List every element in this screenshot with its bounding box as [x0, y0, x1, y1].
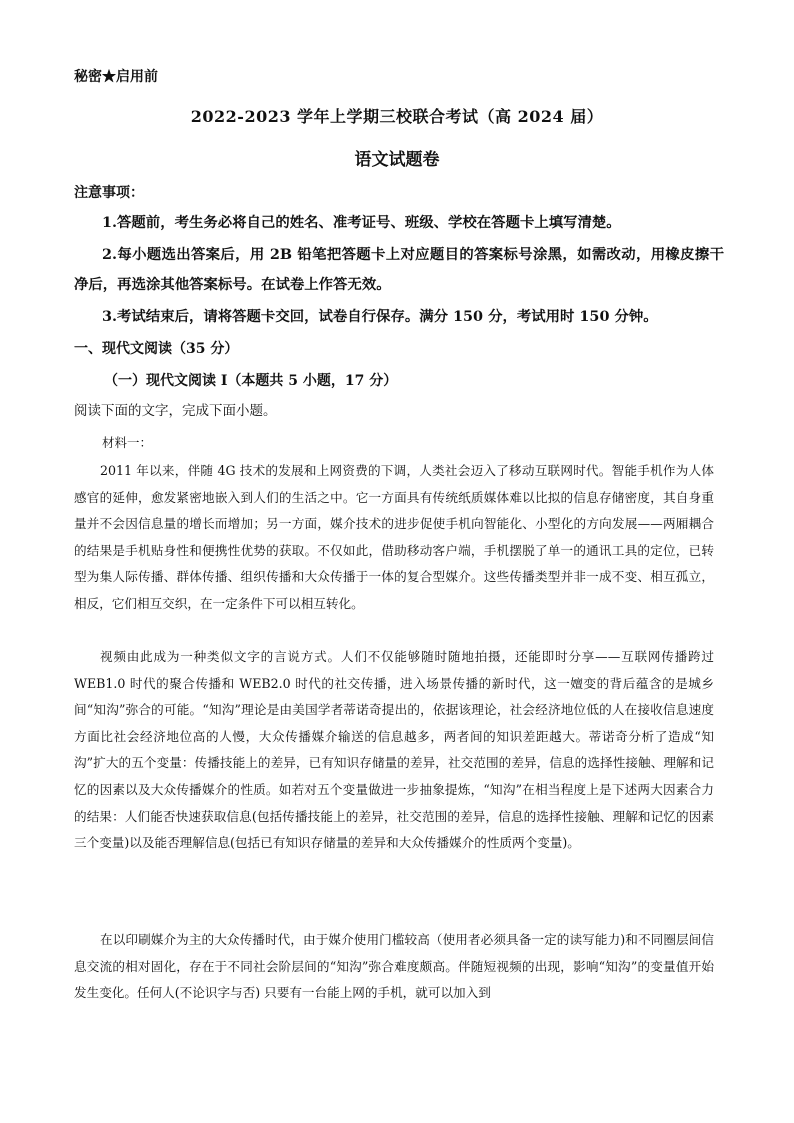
- notice-item-3: 3.考试结束后，请将答题卡交回，试卷自行保存。满分 150 分，考试用时 150 分钟。: [102, 308, 658, 325]
- paper-title: 语文试题卷: [354, 150, 440, 170]
- notice-heading: 注意事项：: [74, 185, 144, 201]
- material-paragraph: 在以印刷媒介为主的大众传播时代，由于媒介使用门槛较高（使用者必须具备一定的读写能力)和不同圈层间信息交流的相对固化，存在于不同社会阶层间的“知沟”弥合难度颇高。伴随短视频的出现，影响“知沟”的变量值开始发生变化。任何人(不论识字与否) 只要有一台能上网的手机，就可以加入到: [74, 932, 714, 1001]
- exam-title: 2022-2023 学年上学期三校联合考试（高 2024 届）: [190, 107, 604, 126]
- reading-instruction: 阅读下面的文字，完成下面小题。: [74, 403, 277, 419]
- notice-item-2: 2.每小题选出答案后，用 2B 铅笔把答题卡上对应题目的答案标号涂黑，如需改动，用橡皮擦干净后，再选涂其他答案标号。在试卷上作答无效。: [74, 246, 724, 293]
- section-heading: 一、现代文阅读（35 分）: [74, 341, 239, 357]
- material-paragraph: 视频由此成为一种类似文字的言说方式。人们不仅能够随时随地拍摄，还能即时分享——互联网传播跨过 WEB1.0 时代的聚合传播和 WEB2.0 时代的社交传播，进入场景传播的新时代，这一嬗变的背后蕴含的是城乡间“知沟”弥合的可能。“知沟”理论是由美国学者蒂诺奇提出的，依据该理论，社会经济地位低的人在接收信息速度方面比社会经济地位高的人慢，大众传播媒介输送的信息越多，两者间的知识差距越大。蒂诺奇分析了造成“知沟”扩大的五个变量：传播技能上的差异，已有知识存储量的差异，社交范围的差异，信息的选择性接触、理解和记忆的因素以及大众传播媒介的性质。如若对五个变量做进一步抽象提炼，“知沟”在相当程度上是下述两大因素合力的结果：人们能否快速获取信息(包括传播技能上的差异，社交范围的差异，信息的选择性接触、理解和记忆的因素三个变量)以及能否理解信息(包括已有知识存储量的差异和大众传播媒介的性质两个变量)。: [74, 649, 714, 851]
- subsection-heading: （一）现代文阅读 I（本题共 5 小题，17 分）: [104, 373, 398, 389]
- notice-item-1: 1.答题前，考生务必将自己的姓名、准考证号、班级、学校在答题卡上填写清楚。: [102, 214, 621, 231]
- material-label: 材料一：: [102, 435, 153, 450]
- confidential-mark: 秘密★启用前: [74, 69, 158, 85]
- material-paragraph: 2011 年以来，伴随 4G 技术的发展和上网资费的下调，人类社会迈入了移动互联网时代。智能手机作为人体感官的延伸，愈发紧密地嵌入到人们的生活之中。它一方面具有传统纸质媒体难以比拟的信息存储密度，其自身重量并不会因信息量的增长而增加；另一方面，媒介技术的进步促使手机向智能化、小型化的方向发展——两厢耦合的结果是手机贴身性和便携性优势的获取。不仅如此，借助移动客户端，手机摆脱了单一的通讯工具的定位，已转型为集人际传播、群体传播、组织传播和大众传播于一体的复合型媒介。这些传播类型并非一成不变、相互孤立，相反，它们相互交织，在一定条件下可以相互转化。: [74, 463, 714, 611]
